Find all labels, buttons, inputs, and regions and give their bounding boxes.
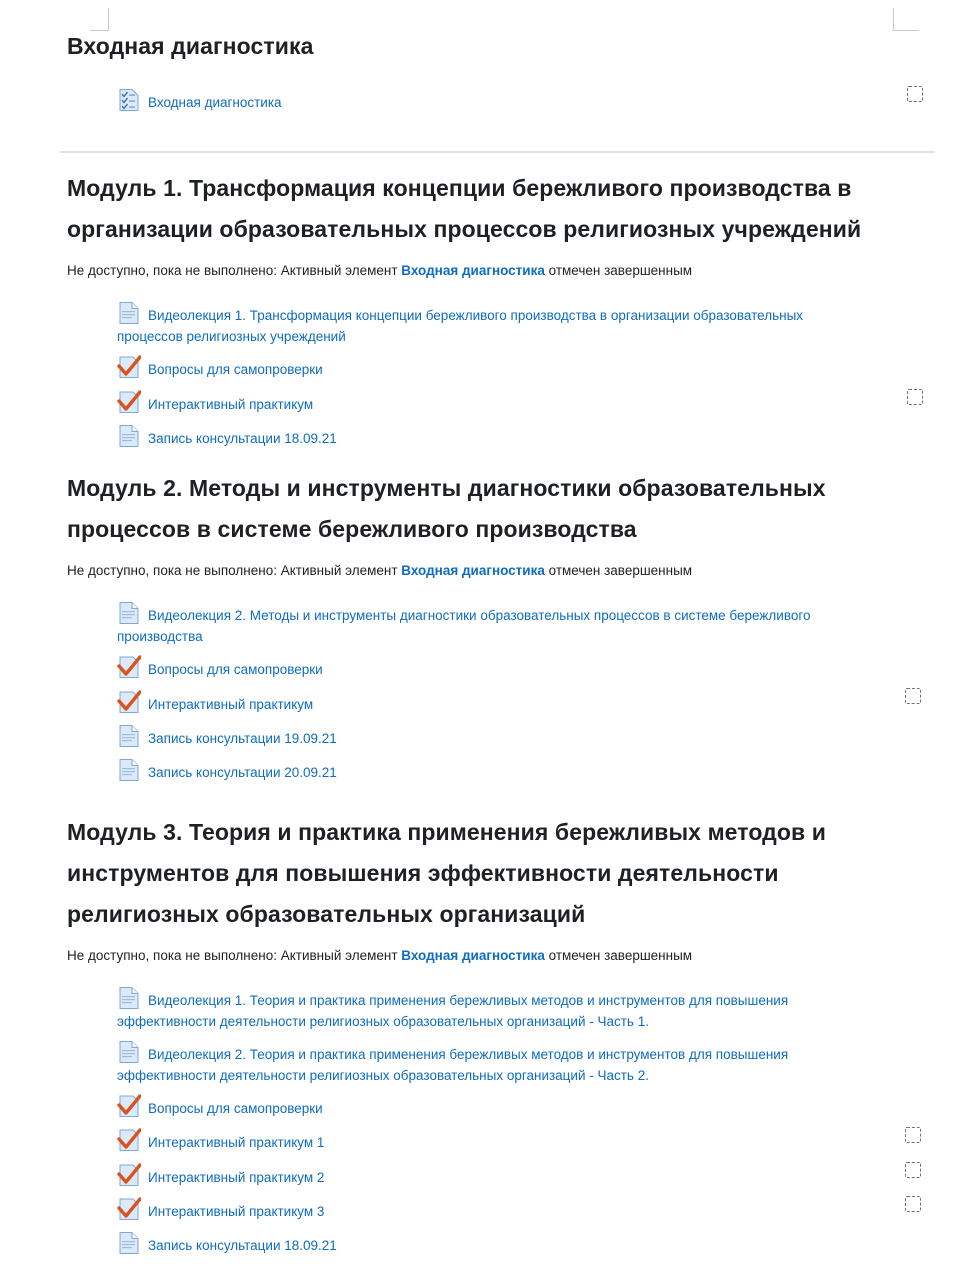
activity-practicum[interactable]: Интерактивный практикум 2 — [117, 1167, 862, 1188]
activity-practicum[interactable]: Интерактивный практикум — [117, 694, 862, 715]
section-divider — [60, 151, 935, 153]
section-title: Модуль 2. Методы и инструменты диагностики образовательных процессов в системе бережливого производства — [67, 475, 826, 542]
activity-quiz[interactable]: Входная диагностика — [117, 92, 862, 113]
assignment-check-icon — [117, 1163, 141, 1187]
quiz-icon — [117, 88, 141, 112]
page-icon — [117, 1040, 141, 1064]
assignment-check-icon — [117, 1094, 141, 1118]
completion-checkbox[interactable] — [905, 1162, 921, 1178]
page-icon — [117, 986, 141, 1010]
activity-video-lecture[interactable]: Видеолекция 1. Трансформация концепции бережливого производства в организации образовательных процессов религиозных учреждений — [117, 305, 862, 347]
assignment-check-icon — [117, 1197, 141, 1221]
page-icon — [117, 1231, 141, 1255]
section-title: Входная диагностика — [67, 33, 314, 59]
assignment-check-icon — [117, 655, 141, 679]
section-module-1 — [67, 168, 937, 458]
completion-checkbox[interactable] — [905, 1127, 921, 1143]
activity-practicum[interactable]: Интерактивный практикум 3 — [117, 1201, 862, 1222]
page-icon — [117, 601, 141, 625]
page-icon — [117, 424, 141, 448]
activity-consultation[interactable]: Запись консультации 18.09.21 — [117, 428, 862, 449]
section-module-2 — [67, 468, 937, 788]
activity-video-lecture[interactable]: Видеолекция 2. Теория и практика применения бережливых методов и инструментов для повышения эффективности деятельности религиозных образовательных организаций - Часть 2. — [117, 1044, 862, 1086]
availability-restriction: Не доступно, пока не выполнено: Активный элемент Входная диагностика отмечен завершенным — [67, 263, 693, 278]
activity-self-check[interactable]: Вопросы для самопроверки — [117, 359, 862, 380]
activity-practicum[interactable]: Интерактивный практикум — [117, 394, 862, 415]
page-icon — [117, 758, 141, 782]
activity-consultation[interactable]: Запись консультации 18.09.21 — [117, 1235, 862, 1256]
restriction-link[interactable]: Входная диагностика — [401, 948, 545, 963]
assignment-check-icon — [117, 690, 141, 714]
availability-restriction: Не доступно, пока не выполнено: Активный элемент Входная диагностика отмечен завершенным — [67, 563, 693, 578]
completion-checkbox[interactable] — [907, 86, 923, 102]
restriction-link[interactable]: Входная диагностика — [401, 263, 545, 278]
page-icon — [117, 301, 141, 325]
activity-consultation[interactable]: Запись консультации 19.09.21 — [117, 728, 862, 749]
section-title: Модуль 1. Трансформация концепции бережливого производства в организации образовательных процессов религиозных учреждений — [67, 175, 862, 242]
page-icon — [117, 724, 141, 748]
completion-checkbox[interactable] — [905, 688, 921, 704]
assignment-check-icon — [117, 1128, 141, 1152]
activity-video-lecture[interactable]: Видеолекция 1. Теория и практика применения бережливых методов и инструментов для повышения эффективности деятельности религиозных образовательных организаций - Часть 1. — [117, 990, 862, 1032]
activity-consultation[interactable]: Запись консультации 20.09.21 — [117, 762, 862, 783]
restriction-link[interactable]: Входная диагностика — [401, 563, 545, 578]
assignment-check-icon — [117, 355, 141, 379]
activity-self-check[interactable]: Вопросы для самопроверки — [117, 1098, 862, 1119]
section-intro — [67, 26, 937, 136]
assignment-check-icon — [117, 390, 141, 414]
completion-checkbox[interactable] — [905, 1196, 921, 1212]
section-module-3 — [67, 812, 937, 1272]
completion-checkbox[interactable] — [907, 389, 923, 405]
availability-restriction: Не доступно, пока не выполнено: Активный элемент Входная диагностика отмечен завершенным — [67, 948, 693, 963]
section-title: Модуль 3. Теория и практика применения бережливых методов и инструментов для повышения эффективности деятельности религиозных образовательных организаций — [67, 819, 826, 927]
activity-self-check[interactable]: Вопросы для самопроверки — [117, 659, 862, 680]
activity-practicum[interactable]: Интерактивный практикум 1 — [117, 1132, 862, 1153]
activity-video-lecture[interactable]: Видеолекция 2. Методы и инструменты диагностики образовательных процессов в системе бережливого производства — [117, 605, 862, 647]
